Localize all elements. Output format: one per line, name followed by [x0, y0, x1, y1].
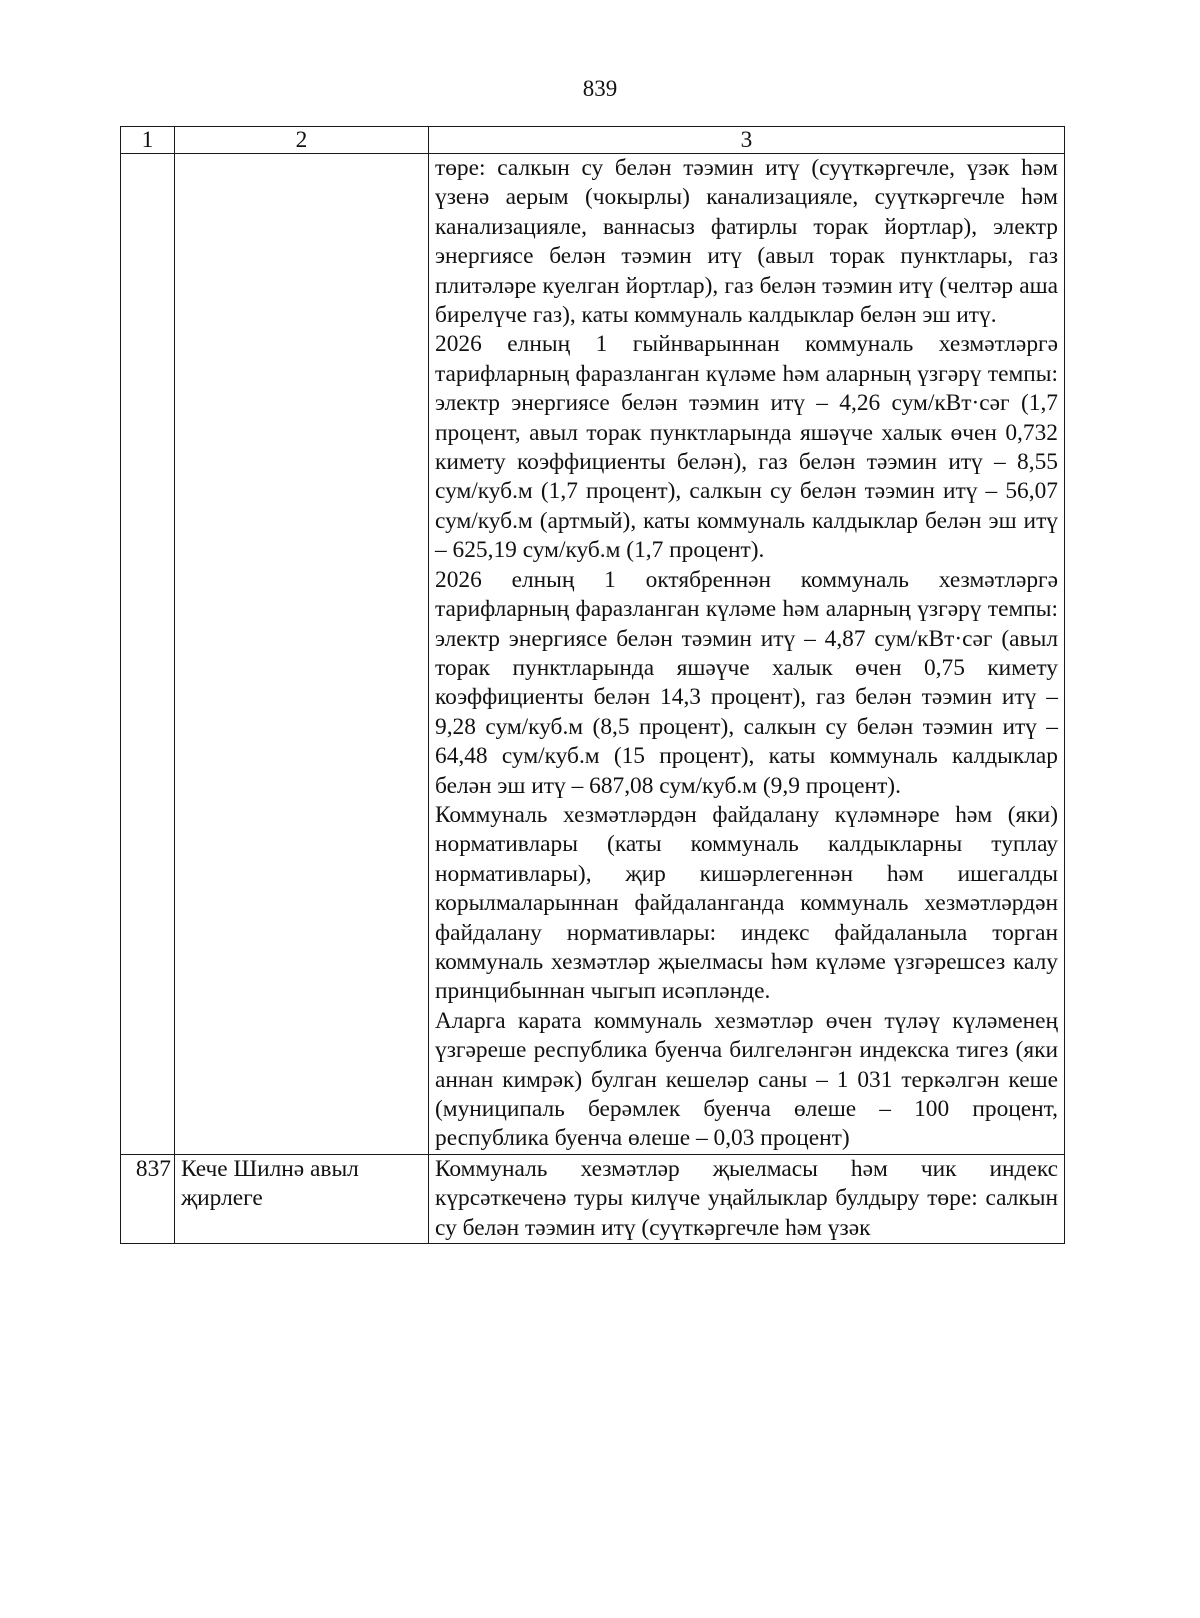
paragraph: Коммуналь хезмәтләрдән файдалану күләмнәре һәм (яки) нормативлары (каты коммуналь калдыкларны туплау нормативлары), җир кишәрлегеннән һәм ишегалды корылмаларыннан файдаланганда коммуналь хезмәтләрдән файдалану нормативлары: индекс файдаланыла торган коммуналь хезмәтләр җыелмасы һәм күләме үзгәрешсез калу принцибыннан чыгып исәпләнде. [435, 801, 1058, 1005]
table-row [121, 154, 1065, 1155]
paragraph: Коммуналь хезмәтләр җыелмасы һәм чик индекс күрсәткеченә туры килүче уңайлыклар булдыру төре: салкын су белән тәэмин итү (суүткәргечле һәм үзәк [435, 1155, 1058, 1241]
row-description [429, 154, 1065, 1155]
settlement-name: Кече Шилнә авыл җирлеге [175, 1154, 429, 1243]
paragraph: 2026 елның 1 гыйнварыннан коммуналь хезмәтләргә тарифларның фаразланган күләме һәм аларның үзгәрү темпы: электр энергиясе белән тәэмин итү – 4,26 сум/кВт·сәг (1,7 процент, авыл торак пунктларында яшәүче халык өчен 0,732 кимету коэффициенты белән), газ белән тәэмин итү – 8,55 сум/куб.м (1,7 процент), салкын су белән тәэмин итү – 56,07 сум/куб.м (артмый), каты коммуналь калдыклар белән эш итү – 625,19 сум/куб.м (1,7 процент). [435, 331, 1058, 564]
column-header-3: 3 [429, 127, 1065, 154]
column-header-2: 2 [175, 127, 429, 154]
paragraph: төре: салкын су белән тәэмин итү (суүткәргечле, үзәк һәм үзенә аерым (чокырлы) канализацияле, суүткәргечле һәм канализацияле, ваннасыз фатирлы торак йортлар), электр энергиясе белән тәэмин итү (авыл торак пунктлары, газ плитәләре куелган йортлар), газ белән тәэмин итү (челтәр аша бирелүче газ), каты коммуналь калдыклар белән эш итү. [435, 155, 1058, 329]
document-table [120, 126, 1065, 1244]
table-row [121, 1154, 1065, 1243]
row-number [121, 154, 175, 1155]
settlement-name [175, 154, 429, 1155]
table-header-row [121, 127, 1065, 154]
column-header-1: 1 [121, 127, 175, 154]
page-number: 839 [582, 76, 618, 101]
paragraph: Аларга карата коммуналь хезмәтләр өчен түләү күләменең үзгәреше республика буенча билгеләнгән индекска тигез (яки аннан кимрәк) булган кешеләр саны – 1 031 теркәлгән кеше (муниципаль берәмлек буенча өлеше – 100 процент, республика буенча өлеше – 0,03 процент) [435, 1007, 1058, 1152]
paragraph: 2026 елның 1 октябреннән коммуналь хезмәтләргә тарифларның фаразланган күләме һәм аларның үзгәрү темпы: электр энергиясе белән тәэмин итү – 4,87 сум/кВт·сәг (авыл торак пунктларында яшәүче халык өчен 0,75 кимету коэффициенты белән 14,3 процент), газ белән тәэмин итү – 9,28 сум/куб.м (8,5 процент), салкын су белән тәэмин итү – 64,48 сум/куб.м (15 процент), каты коммуналь калдыклар белән эш итү – 687,08 сум/куб.м (9,9 процент). [435, 566, 1058, 799]
row-description [429, 1154, 1065, 1243]
row-number: 837 [121, 1154, 175, 1243]
